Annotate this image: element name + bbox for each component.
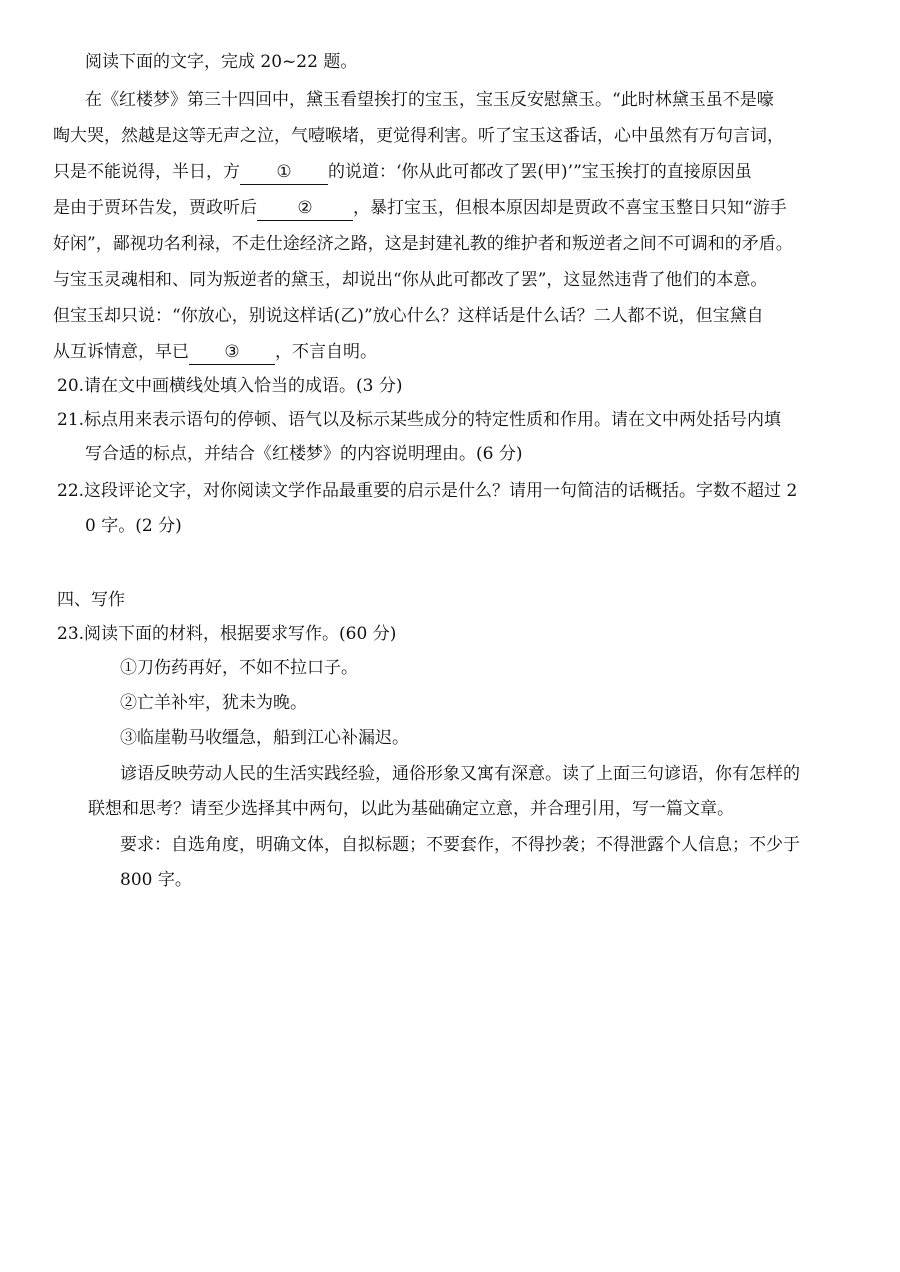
blank-1: ① [240,160,328,185]
passage-line-7: 但宝玉却只说：“你放心，别说这样话(乙)”放心什么？这样话是什么话？二人都不说，但宝黛自 [53,306,764,326]
question-23: 23.阅读下面的材料，根据要求写作。(60 分) [57,624,397,644]
passage-line-2: 啕大哭，然越是这等无声之泣，气噎喉堵，更觉得利害。听了宝玉这番话，心中虽然有万句言词， [53,126,784,146]
prompt-line-2: 联想和思考？请至少选择其中两句，以此为基础确定立意，并合理引用，写一篇文章。 [88,799,734,819]
passage-text: 是由于贾环告发，贾政听后 [53,198,257,218]
material-2: ②亡羊补牢，犹未为晚。 [120,693,307,713]
section-heading-writing: 四、写作 [57,590,125,610]
material-3: ③临崖勒马收缰急，船到江心补漏迟。 [120,728,409,748]
requirements-line-1: 要求：自选角度，明确文体，自拟标题；不要套作，不得抄袭；不得泄露个人信息；不少于 [120,835,800,855]
passage-line-6: 与宝玉灵魂相和、同为叛逆者的黛玉，却说出“你从此可都改了罢”，这显然违背了他们的本意。 [53,270,768,290]
passage-text: 从互诉情意，早已 [53,342,189,362]
passage-text: 只是不能说得，半日，方 [53,162,240,182]
passage-line-4 [53,196,787,221]
question-20: 20.请在文中画横线处填入恰当的成语。(3 分) [57,376,403,396]
question-21: 21.标点用来表示语句的停顿、语气以及标示某些成分的特定性质和作用。请在文中两处括号内填 [57,410,782,430]
passage-line-5: 好闲”，鄙视功名利禄，不走仕途经济之路，这是封建礼教的维护者和叛逆者之间不可调和的矛盾。 [53,234,793,254]
question-22: 22.这段评论文字，对你阅读文学作品最重要的启示是什么？请用一句简洁的话概括。字数不超过 2 [57,481,798,501]
question-22-cont: 0 字。(2 分) [85,516,182,536]
passage-text: 的说道：‘你从此可都改了罢(甲)’”宝玉挨打的直接原因虽 [328,162,752,182]
requirements-line-2: 800 字。 [120,870,192,890]
passage-line-8 [53,340,377,365]
prompt-line-1: 谚语反映劳动人民的生活实践经验，通俗形象又寓有深意。读了上面三句谚语，你有怎样的 [120,764,800,784]
passage-text: ，暴打宝玉，但根本原因却是贾政不喜宝玉整日只知“游手 [353,198,787,218]
passage-text: ，不言自明。 [275,342,377,362]
blank-2: ② [257,196,353,221]
intro-line: 阅读下面的文字，完成 20~22 题。 [85,52,358,72]
blank-3: ③ [189,340,275,365]
question-21-cont: 写合适的标点，并结合《红楼梦》的内容说明理由。(6 分) [85,444,523,464]
passage-line-3 [53,160,752,185]
passage-line-1: 在《红楼梦》第三十四回中，黛玉看望挨打的宝玉，宝玉反安慰黛玉。“此时林黛玉虽不是嚎 [85,90,774,110]
material-1: ①刀伤药再好，不如不拉口子。 [120,658,358,678]
